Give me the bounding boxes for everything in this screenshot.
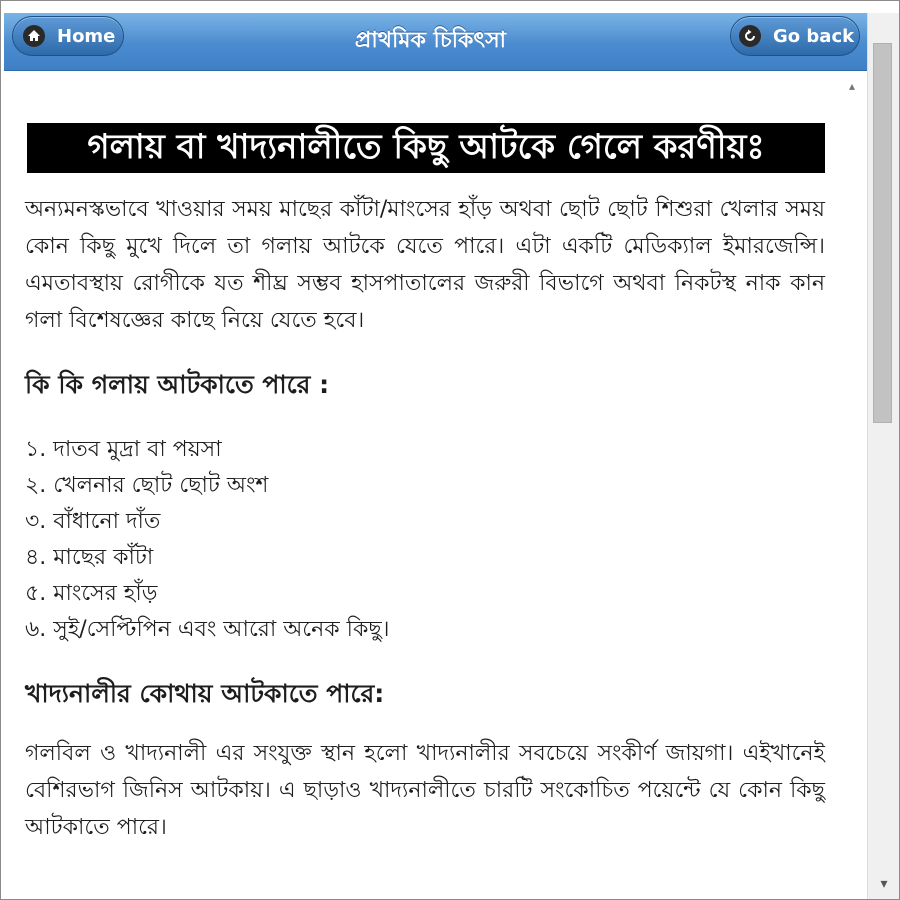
items-list: [25, 432, 825, 648]
article-banner: গলায় বা খাদ্যনালীতে কিছু আটকে গেলে করণীয়ঃ: [27, 123, 825, 173]
list-item: ৪. মাছের কাঁটা: [25, 545, 154, 570]
home-button-label: Home: [57, 25, 116, 47]
go-back-button[interactable]: [730, 16, 860, 56]
section-heading-location: খাদ্যনালীর কোথায় আটকাতে পারে:: [25, 679, 385, 708]
home-button[interactable]: [12, 16, 124, 56]
scroll-up-arrow-icon[interactable]: ▴: [849, 79, 856, 93]
scrollbar-thumb[interactable]: [873, 43, 892, 423]
intro-paragraph: অন্যমনস্কভাবে খাওয়ার সময় মাছের কাঁটা/মাংসের হাঁড় অথবা ছোট ছোট শিশুরা খেলার সময় কোন কিছু মুখে দিলে তা গলায় আটকে যেতে পারে। এটা একটি মেডিক্যাল ইমারজেন্সি। এমতাবস্থায় রোগীকে যত শীঘ্র সম্ভব হাসপাতালের জরুরী বিভাগে অথবা নিকটস্থ নাক কান গলা বিশেষজ্ঞের কাছে নিয়ে যেতে হবে।: [25, 197, 825, 333]
article-content: [25, 91, 825, 846]
list-item: ৫. মাংসের হাঁড়: [25, 581, 158, 606]
list-item: ১. দাতব মুদ্রা বা পয়সা: [25, 437, 222, 462]
page-title: প্রাথমিক চিকিৎসা: [354, 28, 507, 53]
list-item: ৩. বাঁধানো দাঁত: [25, 509, 161, 534]
list-item: ৬. সুই/সেপ্টিপিন এবং আরো অনেক কিছু।: [25, 617, 390, 642]
window-scrollbar[interactable]: [867, 13, 899, 899]
back-arrow-icon: [739, 25, 761, 47]
home-icon: [23, 25, 45, 47]
header-bar: [4, 13, 867, 71]
go-back-label: Go back: [773, 25, 855, 47]
scroll-down-arrow-icon[interactable]: ▾: [880, 876, 888, 892]
list-item: ২. খেলনার ছোট ছোট অংশ: [25, 473, 269, 498]
section-heading-items: কি কি গলায় আটকাতে পারে :: [25, 370, 330, 399]
location-paragraph: গলবিল ও খাদ্যনালী এর সংযুক্ত স্থান হলো খাদ্যনালীর সবচেয়ে সংকীর্ণ জায়গা। এইখানেই বেশিরভাগ জিনিস আটকায়। এ ছাড়াও খাদ্যনালীতে চারটি সংকোচিত পয়েন্টে যে কোন কিছু আটকাতে পারে।: [25, 741, 825, 840]
